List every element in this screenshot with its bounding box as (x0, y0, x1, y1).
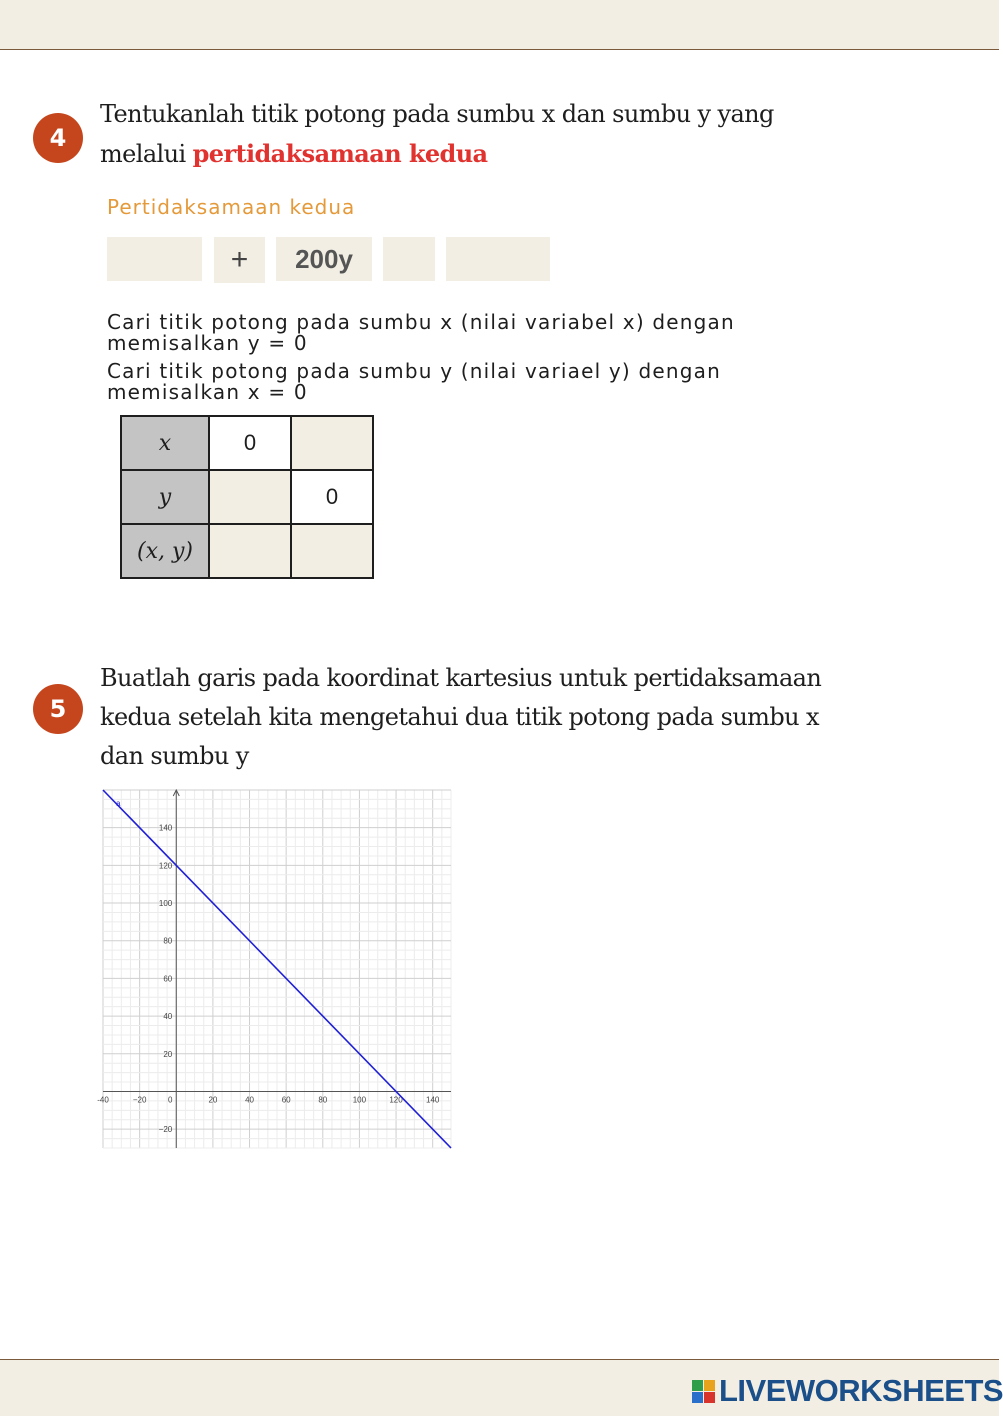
question-4-line2 (100, 134, 774, 174)
origin-label: 0 (168, 1095, 173, 1105)
liveworksheets-brand: LIVEWORKSHEETS (719, 1373, 1003, 1408)
x-tick-label: 80 (318, 1095, 328, 1105)
logo-mark-square (704, 1380, 715, 1391)
table-header-xy: (x, y) (121, 524, 209, 578)
x-tick-label: -40 (97, 1095, 109, 1105)
answer-box-x-term[interactable] (107, 237, 202, 281)
logo-mark-square (704, 1392, 715, 1403)
y-tick-label: 140 (158, 823, 173, 833)
table-row-xy (121, 524, 373, 578)
liveworksheets-mark-icon (692, 1380, 715, 1403)
table-header-y: y (121, 470, 209, 524)
logo-mark-square (692, 1392, 703, 1403)
question-5-text (100, 659, 821, 776)
answer-cell-y-1[interactable] (209, 470, 291, 524)
question-4-text (100, 95, 774, 174)
instruction-find-x: Cari titik potong pada sumbu x (nilai variabel x) dengan memisalkan y = 0 (107, 310, 735, 355)
series-label: a (116, 799, 121, 808)
question-5-line1: Buatlah garis pada koordinat kartesius untuk pertidaksamaan (100, 664, 822, 692)
y-tick-label: 20 (163, 1049, 173, 1059)
table-cell-x-1: 0 (209, 416, 291, 470)
answer-box-inequality-sign[interactable] (383, 237, 435, 281)
top-band (0, 0, 999, 50)
y-tick-label: 60 (163, 974, 173, 984)
answer-cell-x-2[interactable] (291, 416, 373, 470)
question-4-line2-prefix: melalui (100, 140, 193, 168)
answer-box-constant[interactable] (446, 237, 550, 281)
intercept-table (120, 415, 374, 579)
y-tick-label: 40 (163, 1012, 173, 1022)
instruction-find-y: Cari titik potong pada sumbu y (nilai variael y) dengan memisalkan x = 0 (107, 359, 721, 404)
question-5-line3: dan sumbu y (100, 742, 249, 770)
question-4-badge: 4 (33, 113, 83, 163)
table-header-x: x (121, 416, 209, 470)
x-tick-label: 40 (245, 1095, 254, 1105)
table-row-y (121, 470, 373, 524)
logo-mark-square (692, 1380, 703, 1391)
x-tick-label: 140 (426, 1095, 440, 1105)
y-tick-label: 80 (163, 936, 173, 946)
table-cell-y-2: 0 (291, 470, 373, 524)
answer-cell-xy-1[interactable] (209, 524, 291, 578)
y-tick-label: −20 (158, 1125, 173, 1135)
question-5-badge: 5 (33, 684, 83, 734)
x-tick-label: 20 (208, 1095, 218, 1105)
question-5-line2: kedua setelah kita mengetahui dua titik potong pada sumbu x (100, 703, 819, 731)
liveworksheets-logo (692, 1375, 1003, 1407)
table-row-x (121, 416, 373, 470)
x-tick-label: 120 (389, 1095, 403, 1105)
y-tick-label: 120 (158, 861, 173, 871)
question-4-highlight: pertidaksamaan kedua (192, 139, 488, 168)
cartesian-graph (97, 790, 451, 1148)
operator-plus: + (214, 237, 265, 283)
equation-label: Pertidaksamaan kedua (107, 195, 356, 219)
x-tick-label: −20 (132, 1095, 147, 1105)
term-200y: 200y (276, 237, 372, 281)
answer-cell-xy-2[interactable] (291, 524, 373, 578)
x-tick-label: 100 (352, 1095, 367, 1105)
question-4-line1: Tentukanlah titik potong pada sumbu x dan sumbu y yang (100, 100, 774, 128)
y-tick-label: 100 (158, 899, 173, 909)
x-tick-label: 60 (281, 1095, 291, 1105)
